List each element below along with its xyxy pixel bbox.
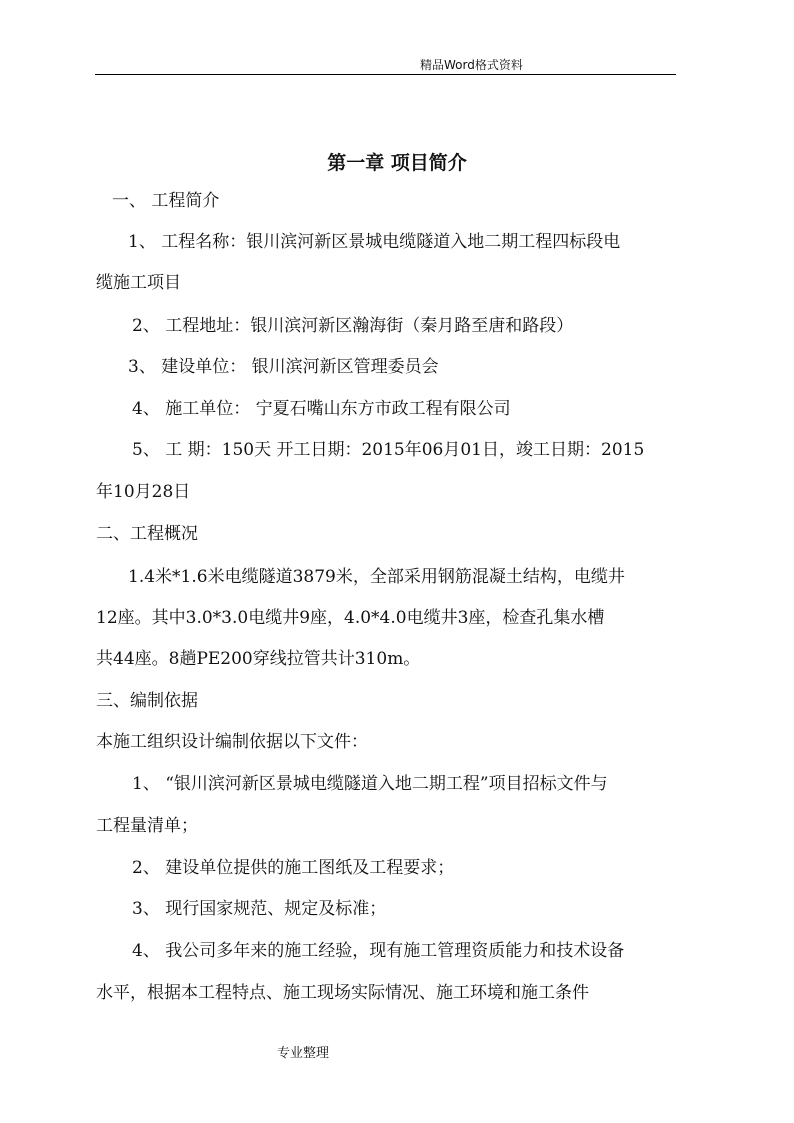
header-text: 精品Word格式资料 bbox=[420, 58, 523, 72]
paragraph-line: 本施工组织设计编制依据以下文件： bbox=[96, 732, 368, 752]
section-heading-overview: 一、 工程简介 bbox=[112, 191, 220, 211]
paragraph-line: 4、 我公司多年来的施工经验，现有施工管理资质能力和技术设备 bbox=[132, 941, 625, 961]
paragraph-line: 5、 工 期：150天 开工日期：2015年06月01日，竣工日期：2015 bbox=[132, 440, 645, 460]
paragraph-line: 2、 工程地址：银川滨河新区瀚海街（秦月路至唐和路段） bbox=[132, 316, 574, 336]
paragraph-line: 1、 工程名称：银川滨河新区景城电缆隧道入地二期工程四标段电 bbox=[128, 232, 621, 252]
paragraph-line: 年10月28日 bbox=[96, 482, 191, 502]
paragraph-line: 共44座。8趟PE200穿线拉管共计310m。 bbox=[96, 649, 421, 669]
chapter-title: 第一章 项目简介 bbox=[327, 152, 467, 174]
paragraph-line: 12座。其中3.0*3.0电缆井9座，4.0*4.0电缆井3座，检查孔集水槽 bbox=[96, 608, 605, 628]
paragraph-line: 水平，根据本工程特点、施工现场实际情况、施工环境和施工条件 bbox=[96, 983, 589, 1003]
paragraph-line: 3、 现行国家规范、规定及标准； bbox=[132, 899, 387, 919]
paragraph-line: 缆施工项目 bbox=[96, 273, 181, 293]
page-footer: 专业整理 bbox=[277, 1046, 330, 1061]
paragraph-line: 1、 “银川滨河新区景城电缆隧道入地二期工程”项目招标文件与 bbox=[132, 774, 608, 794]
paragraph-line: 工程量清单； bbox=[96, 816, 198, 836]
paragraph-line: 4、 施工单位： 宁夏石嘴山东方市政工程有限公司 bbox=[132, 399, 511, 419]
paragraph-line: 3、 建设单位： 银川滨河新区管理委员会 bbox=[128, 357, 439, 377]
paragraph-line: 1.4米*1.6米电缆隧道3879米，全部采用钢筋混凝土结构，电缆井 bbox=[128, 567, 625, 587]
section-heading-basis: 三、编制依据 bbox=[96, 691, 198, 711]
header-rule bbox=[95, 74, 676, 75]
paragraph-line: 2、 建设单位提供的施工图纸及工程要求； bbox=[132, 858, 455, 878]
section-heading-summary: 二、工程概况 bbox=[96, 524, 198, 544]
